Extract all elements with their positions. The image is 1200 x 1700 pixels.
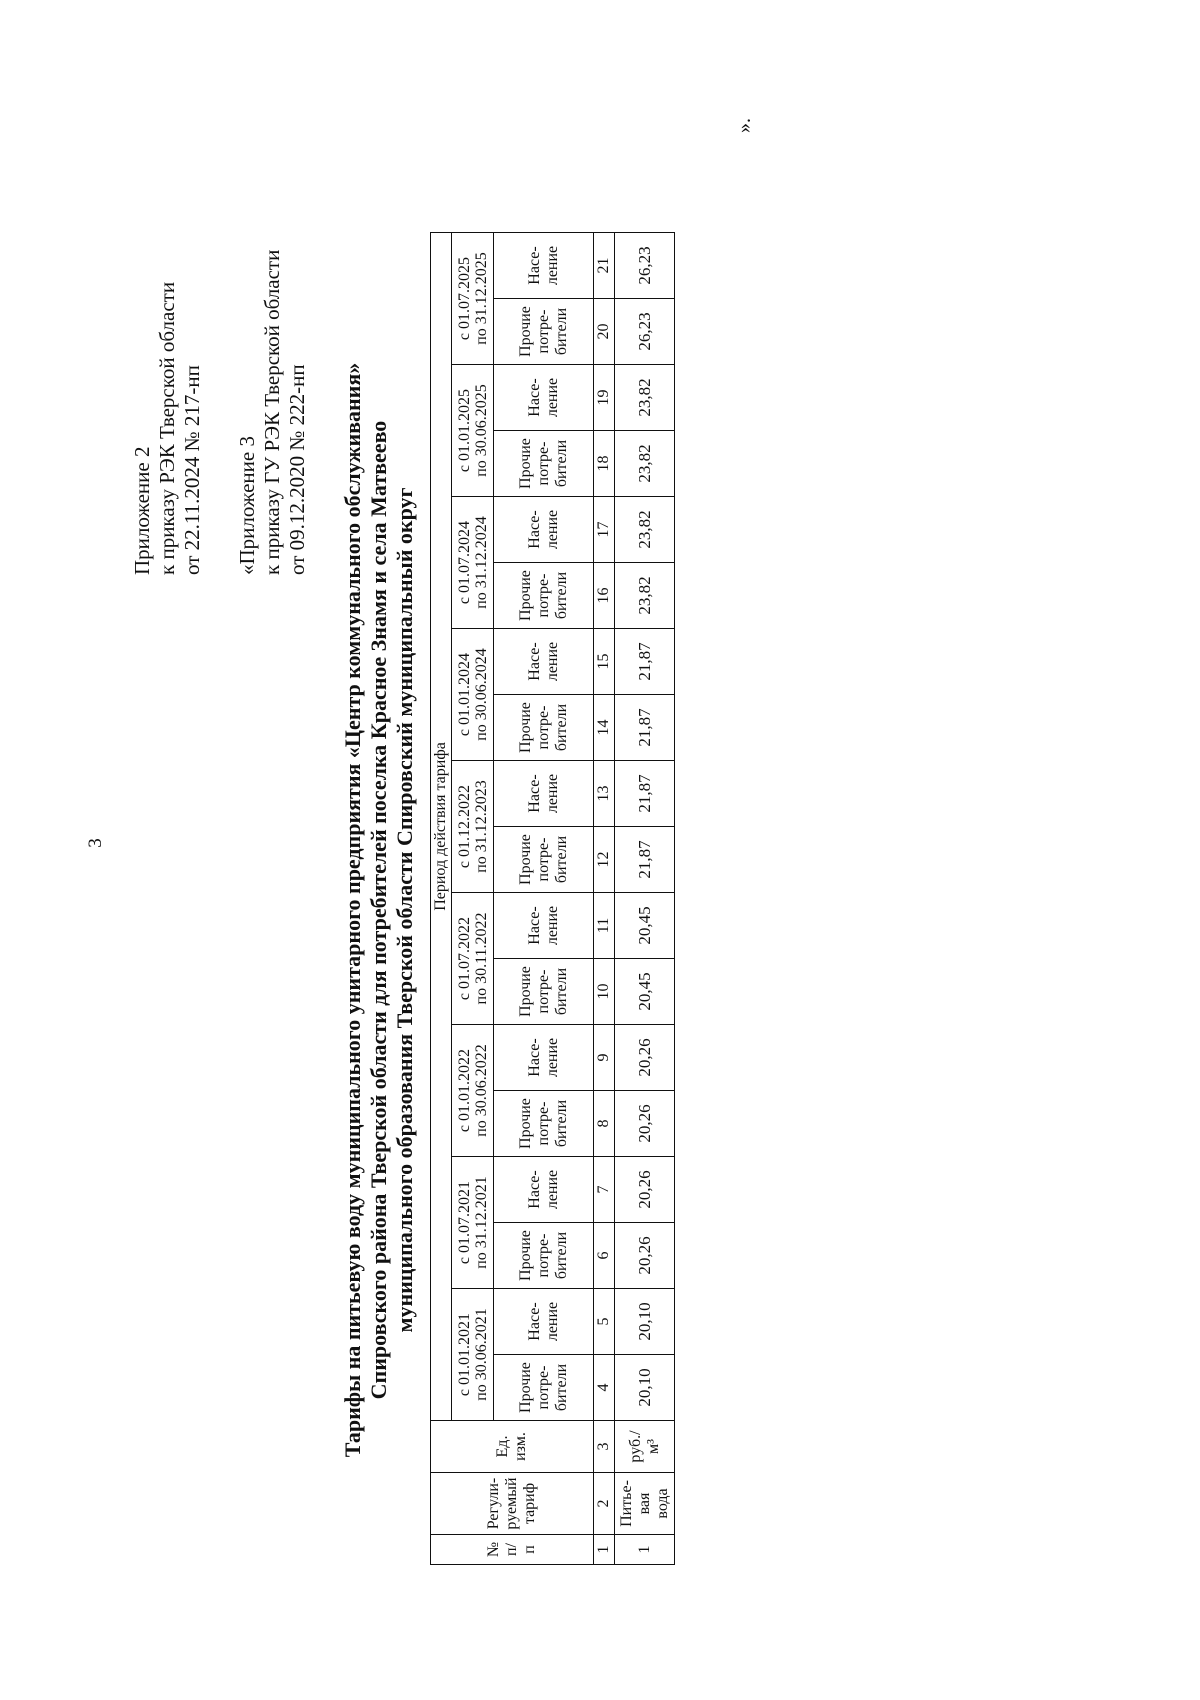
index-cell: 10 [594, 959, 615, 1025]
tariff-value: 21,87 [615, 629, 675, 695]
period-header: с 01.07.2024 по 31.12.2024 [452, 497, 494, 629]
tariff-name: Питье- вая вода [615, 1473, 675, 1535]
index-cell: 14 [594, 695, 615, 761]
tariff-value: 26,23 [615, 233, 675, 299]
period-header: с 01.12.2022 по 31.12.2023 [452, 761, 494, 893]
period-header: с 01.01.2024 по 30.06.2024 [452, 629, 494, 761]
index-cell: 6 [594, 1223, 615, 1289]
consumer-population-header: Насе- ление [494, 1157, 594, 1223]
period-header: с 01.01.2025 по 30.06.2025 [452, 365, 494, 497]
consumer-other-header: Прочие потре- бители [494, 827, 594, 893]
index-cell: 21 [594, 233, 615, 299]
consumer-other-header: Прочие потре- бители [494, 431, 594, 497]
consumer-other-header: Прочие потре- бители [494, 1223, 594, 1289]
tariff-value: 20,10 [615, 1355, 675, 1421]
tariff-value: 20,45 [615, 959, 675, 1025]
header-unit: Ед. изм. [431, 1421, 594, 1473]
index-cell: 18 [594, 431, 615, 497]
column-index-row [594, 233, 615, 1565]
tariff-value: 20,26 [615, 1223, 675, 1289]
index-cell: 20 [594, 299, 615, 365]
appendix-2-line3: от 22.11.2024 № 217-нп [180, 365, 204, 575]
tariff-value: 26,23 [615, 299, 675, 365]
title-line1: Тарифы на питьевую воду муниципального унитарного предприятия «Центр коммунального обслуживания» [340, 362, 365, 1458]
appendix-3-line2: к приказу ГУ РЭК Тверской области [260, 249, 284, 575]
index-cell: 7 [594, 1157, 615, 1223]
consumer-population-header: Насе- ление [494, 365, 594, 431]
tariff-value: 23,82 [615, 431, 675, 497]
unit-cell: руб./ м³ [615, 1421, 675, 1473]
appendix-2-header [130, 282, 205, 575]
appendix-3-line1: «Приложение 3 [235, 436, 259, 575]
tariff-value: 20,45 [615, 893, 675, 959]
row-number: 1 [615, 1535, 675, 1565]
title-line2: Спировского района Тверской области для потребителей поселка Красное Знамя и села Матвеево [366, 420, 391, 1400]
period-header: с 01.01.2021 по 30.06.2021 [452, 1289, 494, 1421]
header-num: № п/ п [431, 1535, 594, 1565]
index-cell: 15 [594, 629, 615, 695]
period-header: с 01.07.2022 по 30.11.2022 [452, 893, 494, 1025]
consumer-population-header: Насе- ление [494, 233, 594, 299]
index-cell: 1 [594, 1535, 615, 1565]
index-cell: 11 [594, 893, 615, 959]
index-cell: 8 [594, 1091, 615, 1157]
tariff-value: 21,87 [615, 827, 675, 893]
table-row [615, 233, 675, 1565]
header-period: Период действия тарифа [431, 233, 452, 1421]
appendix-3-line3: от 09.12.2020 № 222-нп [285, 364, 309, 575]
appendix-2-line2: к приказу РЭК Тверской области [155, 281, 179, 575]
period-header: с 01.07.2021 по 31.12.2021 [452, 1157, 494, 1289]
index-cell: 3 [594, 1421, 615, 1473]
consumer-other-header: Прочие потре- бители [494, 1355, 594, 1421]
period-header: с 01.07.2025 по 31.12.2025 [452, 233, 494, 365]
landscape-content [90, 100, 790, 1700]
header-tariff: Регули- руемый тариф [431, 1473, 594, 1535]
index-cell: 12 [594, 827, 615, 893]
tariff-value: 21,87 [615, 761, 675, 827]
tariff-value: 20,10 [615, 1289, 675, 1355]
consumer-population-header: Насе- ление [494, 1289, 594, 1355]
consumer-other-header: Прочие потре- бители [494, 959, 594, 1025]
index-cell: 16 [594, 563, 615, 629]
tariff-value: 20,26 [615, 1091, 675, 1157]
consumer-other-header: Прочие потре- бители [494, 695, 594, 761]
tariff-value: 20,26 [615, 1025, 675, 1091]
index-cell: 13 [594, 761, 615, 827]
consumer-other-header: Прочие потре- бители [494, 1091, 594, 1157]
period-header: с 01.01.2022 по 30.06.2022 [452, 1025, 494, 1157]
appendix-3-header [235, 250, 310, 575]
consumer-population-header: Насе- ление [494, 1025, 594, 1091]
consumer-population-header: Насе- ление [494, 497, 594, 563]
index-cell: 17 [594, 497, 615, 563]
tariff-value: 23,82 [615, 365, 675, 431]
appendix-2-line1: Приложение 2 [130, 446, 154, 575]
consumer-other-header: Прочие потре- бители [494, 299, 594, 365]
tariff-value: 21,87 [615, 695, 675, 761]
consumer-population-header: Насе- ление [494, 761, 594, 827]
tariff-value: 23,82 [615, 497, 675, 563]
index-cell: 5 [594, 1289, 615, 1355]
index-cell: 4 [594, 1355, 615, 1421]
consumer-population-header: Насе- ление [494, 893, 594, 959]
consumer-population-header: Насе- ление [494, 629, 594, 695]
index-cell: 9 [594, 1025, 615, 1091]
index-cell: 19 [594, 365, 615, 431]
document-title [340, 120, 418, 1700]
tariff-table [430, 232, 675, 1565]
closing-quote: ». [733, 118, 755, 133]
index-cell: 2 [594, 1473, 615, 1535]
tariff-value: 20,26 [615, 1157, 675, 1223]
title-line3: муниципального образования Тверской области Спировский муниципальный округ [392, 487, 417, 1333]
page-number: 3 [84, 838, 106, 848]
tariff-value: 23,82 [615, 563, 675, 629]
consumer-other-header: Прочие потре- бители [494, 563, 594, 629]
